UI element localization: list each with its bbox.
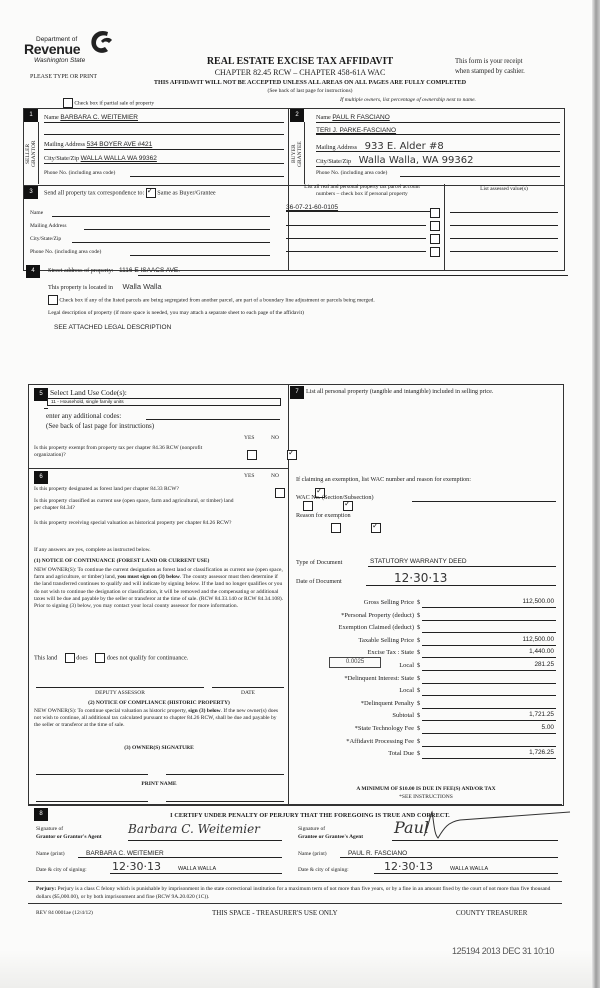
- seller-name2-line[interactable]: [44, 134, 284, 135]
- amount-underline: [422, 695, 556, 696]
- legal-description-value[interactable]: SEE ATTACHED LEGAL DESCRIPTION: [54, 324, 172, 331]
- parcel-number[interactable]: [286, 251, 426, 252]
- amount-label: Total Due: [388, 750, 414, 758]
- amount-value[interactable]: 1,440.00: [529, 648, 554, 656]
- currency-symbol: $: [417, 611, 421, 619]
- buyer-city-label: City/State/Zip: [316, 158, 352, 165]
- historic-question: Is this property receiving special valuation as historical property per chapter 84.26 RCW?: [34, 520, 232, 526]
- amount-value[interactable]: 1,721.25: [529, 711, 554, 719]
- wac-field[interactable]: [412, 501, 556, 502]
- exempt-no-checkbox[interactable]: [287, 450, 297, 460]
- amount-label: *Personal Property (deduct): [341, 611, 414, 619]
- form-id: REV 84 0001ae (12/4/12): [36, 910, 93, 916]
- minimum-note: A MINIMUM OF $10.00 IS DUE IN FEE(S) AND/OR TAX: [356, 786, 496, 792]
- amount-label: Subtotal: [392, 712, 414, 720]
- grantee-sig-label-1: Signature of: [298, 826, 326, 832]
- sections-5-7-divider: [288, 384, 289, 804]
- form-title: REAL ESTATE EXCISE TAX AFFIDAVIT: [206, 56, 394, 67]
- parcel-header: [282, 184, 442, 198]
- amount-label: Gross Selling Price: [363, 599, 414, 606]
- parcel-assessed-field[interactable]: [450, 212, 558, 213]
- wac-label: WAC No. (Section/Subsection): [296, 494, 374, 501]
- assessor-date-line[interactable]: [212, 687, 284, 688]
- print-name-line-2[interactable]: [166, 801, 284, 802]
- located-in-row: [48, 282, 162, 291]
- corr-city-label: City/State/Zip: [30, 236, 62, 242]
- grantee-name-underline: [340, 857, 558, 858]
- currency-symbol: $: [417, 737, 421, 745]
- seller-address-field[interactable]: [44, 141, 284, 148]
- notice2-body: [34, 708, 284, 730]
- additional-codes-label: enter any additional codes:: [46, 412, 122, 420]
- amount-label: *Delinquent Penalty: [360, 699, 414, 707]
- grantor-signature[interactable]: Barbara C. Weitemier: [128, 822, 260, 836]
- assessor-date-label: DATE: [240, 690, 256, 696]
- corr-phone-field[interactable]: [130, 255, 270, 256]
- assessed-header: List assessed value(s): [480, 186, 528, 192]
- street-address-value: 1116 E ISAACS AVE.: [119, 267, 181, 274]
- segregated-label: Check box if any of the listed parcels are being segregated from another parcel, are part of a boundary line adjustment or parcels being merged.: [59, 297, 375, 304]
- amount-label: Local: [399, 687, 414, 695]
- no-header-5: NO: [271, 435, 279, 441]
- grantee-label: GRANTEE: [297, 141, 303, 167]
- deputy-assessor-signature-line[interactable]: [36, 687, 204, 688]
- grantee-city-value[interactable]: WALLA WALLA: [450, 866, 489, 872]
- receipt-note-1: This form is your receipt: [455, 58, 523, 65]
- historic-yes-checkbox[interactable]: [331, 523, 341, 533]
- deputy-assessor-label: DEPUTY ASSESSOR: [95, 690, 145, 696]
- grantor-label: GRANTOR: [31, 140, 37, 168]
- notice1-body-bold: you must sign on (3) below: [117, 574, 180, 581]
- parcel-row: [284, 242, 560, 255]
- buyer-side-label: [290, 122, 305, 184]
- multiple-owners-note: If multiple owners, list percentage of ownership next to name.: [340, 97, 476, 103]
- grantee-date-underline: [374, 873, 558, 874]
- receipt-note-2: when stamped by cashier.: [455, 68, 525, 75]
- amount-label: *Delinquent Interest: State: [344, 674, 414, 682]
- grantor-date-label: Date & city of signing:: [36, 867, 87, 873]
- form-subtitle: CHAPTER 82.45 RCW – CHAPTER 458-61A WAC: [214, 68, 386, 77]
- this-land-label: This land: [34, 654, 58, 662]
- county-treasurer-label: COUNTY TREASURER: [456, 909, 528, 917]
- buyer-city-underline: [316, 166, 560, 167]
- exempt-question: Is this property exempt from property tax per chapter 84.36 RCW (nonprofit organization)?: [34, 445, 203, 458]
- doc-date-value[interactable]: 12·30·13: [394, 571, 448, 585]
- forest-land-question: Is this property designated as forest land per chapter 84.33 RCW?: [34, 486, 179, 492]
- notice2-title: (2) NOTICE OF COMPLIANCE (HISTORIC PROPERTY): [88, 700, 230, 706]
- forest-land-yes-checkbox[interactable]: [275, 488, 285, 498]
- treasurer-stamp: 125194 2013 DEC 31 10:10: [452, 946, 554, 956]
- grantee-signature[interactable]: Paul: [394, 818, 430, 837]
- seller-name-field[interactable]: [44, 114, 284, 121]
- amount-underline: [422, 708, 556, 709]
- see-instructions-note: *SEE INSTRUCTIONS: [399, 794, 453, 800]
- owner-signature-line-2[interactable]: [166, 774, 284, 775]
- print-name-line-1[interactable]: [36, 801, 148, 802]
- owner-signature-line-1[interactable]: [36, 774, 148, 775]
- does-qualify-checkbox[interactable]: [65, 653, 75, 663]
- street-address-label: Street address of property:: [48, 267, 114, 274]
- doc-type-label: Type of Document: [296, 559, 343, 566]
- grantor-city-value[interactable]: WALLA WALLA: [178, 866, 217, 872]
- grantee-signature-line: [392, 840, 558, 841]
- currency-symbol: $: [417, 699, 421, 707]
- owner-signature-label: (3) OWNER(S) SIGNATURE: [124, 745, 194, 751]
- section-2-number: 2: [290, 109, 304, 122]
- currency-symbol: $: [417, 750, 421, 758]
- parcel-number[interactable]: 36-07-21-60-0105: [286, 204, 434, 212]
- currency-symbol: $: [417, 687, 421, 695]
- amount-underline: [422, 758, 556, 759]
- seller-city-label: City/State/Zip: [44, 155, 80, 162]
- accept-warning: THIS AFFIDAVIT WILL NOT BE ACCEPTED UNLESS ALL AREAS ON ALL PAGES ARE FULLY COMPLETED: [153, 79, 467, 86]
- notice2-body-b: . If the new owner(s) does not wish to continue, all additional tax calculated pursuant to chapter 84.26 RCW, shall be due and payable by the seller or transferor at the time of sale.: [34, 708, 279, 729]
- corr-address-label: Mailing Address: [30, 223, 67, 229]
- perjury-bottom-rule: [28, 903, 562, 904]
- dor-logo: [24, 28, 120, 68]
- grantor-sig-label-2: Grantor or Grantor's Agent: [36, 834, 102, 840]
- currency-symbol: $: [417, 636, 421, 644]
- section-8-top-rule: [28, 804, 562, 805]
- amount-underline: [422, 720, 556, 721]
- parcel-number[interactable]: [286, 238, 426, 239]
- no-header-6: NO: [271, 473, 279, 479]
- yes-header-5: YES: [244, 435, 255, 441]
- section-4-number: 4: [26, 265, 40, 278]
- print-name-label: PRINT NAME: [141, 781, 177, 787]
- seller-city-value: WALLA WALLA WA 99362: [80, 155, 157, 162]
- buyer-name-value: PAUL R FASCIANO: [332, 114, 390, 121]
- notice1-body: [34, 567, 284, 610]
- seller-side-label: [24, 122, 39, 184]
- correspondence-label: Send all property tax correspondence to:: [44, 189, 145, 197]
- parcel-row: [284, 229, 560, 242]
- parcel-header-1: List all real and personal property tax parcel account: [304, 184, 420, 190]
- amount-underline: [422, 607, 556, 608]
- amount-underline: [422, 632, 556, 633]
- notice1-body-b: . The county assessor must then determine if the land transferred continues to qualify and will indicate by signing below. If the land no longer qualifies or you do not wish to continue the designation or classification, it will be removed and the compensating or additional taxes will be due and payable by the seller or transferor at the time of sale. (RCW 84.33.140 or RCW 84.34.108). Prior to signing (3) below, you may contact your local county assessor for more information.: [34, 574, 284, 610]
- same-as-buyer-checkbox[interactable]: [146, 188, 156, 198]
- does-not-label: does not qualify for continuance.: [106, 654, 189, 662]
- section-7-number: 7: [290, 386, 304, 399]
- parcel-personal-checkbox[interactable]: [430, 247, 440, 257]
- land-use-select[interactable]: 11 - Household, single family units: [47, 398, 281, 406]
- correspondence-label-row: [44, 188, 216, 198]
- buyer-phone-label: Phone No. (including area code): [316, 170, 388, 176]
- section-3-number: 3: [24, 186, 38, 199]
- historic-no-checkbox[interactable]: [371, 523, 381, 533]
- grantee-name-print-label: Name (print): [298, 851, 327, 857]
- seller-city-field[interactable]: [44, 155, 284, 162]
- seller-city-underline: [44, 163, 284, 164]
- buyer-address-value: 933 E. Alder #8: [364, 141, 444, 152]
- doc-date-label: Date of Document: [296, 578, 342, 585]
- buyer-city-value: Walla Walla, WA 99362: [358, 155, 474, 166]
- section-6-divider: [28, 468, 288, 469]
- buyer-city-field[interactable]: [316, 155, 556, 166]
- seller-address-label: Mailing Address: [44, 141, 86, 148]
- seller-address-value: 534 BOYER AVE #421: [86, 141, 153, 148]
- grantor-name-print-value[interactable]: BARBARA C. WEITEMIER: [86, 850, 164, 857]
- partial-sale-label: Check box if partial sale of property: [74, 100, 155, 107]
- exemption-label: If claiming an exemption, list WAC number and reason for exemption:: [296, 476, 471, 483]
- perjury-notice: [36, 886, 566, 901]
- dor-swirl-icon: [88, 28, 114, 56]
- parcel-header-2: numbers – check box if personal property: [316, 191, 408, 197]
- corr-phone-label: Phone No. (including area code): [30, 249, 102, 255]
- seller-name-value: BARBARA C. WEITEMIER: [60, 114, 138, 121]
- buyer-label: BUYER: [291, 144, 297, 164]
- buyer-address-label: Mailing Address: [316, 144, 358, 151]
- seller-name-label: Name: [44, 114, 59, 121]
- amount-label: *State Technology Fee: [354, 725, 414, 732]
- parcel-assessed-field[interactable]: [450, 251, 558, 252]
- exempt-yes-checkbox[interactable]: [247, 450, 257, 460]
- logo-line-3: Washington State: [34, 57, 86, 64]
- buyer-name-underline: [316, 122, 560, 123]
- grantor-date-underline: [110, 873, 282, 874]
- seller-phone-field[interactable]: [130, 176, 284, 177]
- continuance-row: [34, 653, 188, 663]
- notice1-body-a: NEW OWNER(S): To continue the current designation as forest land or classification as current use (open space, farm and agriculture, or timber) land,: [34, 567, 283, 581]
- local-rate-field[interactable]: 0.0025: [329, 657, 381, 668]
- does-label: does: [76, 654, 88, 662]
- doc-type-underline: [368, 566, 556, 567]
- amount-underline: [422, 645, 556, 646]
- section-1-number: 1: [24, 109, 38, 122]
- segregated-option[interactable]: [48, 295, 375, 305]
- corr-city-field[interactable]: [72, 242, 270, 243]
- corr-name-label: Name: [30, 210, 44, 216]
- grantor-name-print-label: Name (print): [36, 851, 65, 857]
- amount-label: Taxable Selling Price: [358, 636, 414, 644]
- legal-description-label: Legal description of property (if more space is needed, you may attach a separate sheet to each page of the affidavit): [48, 310, 304, 316]
- parcel-number[interactable]: [286, 225, 426, 226]
- current-use-question: Is this property classified as current use (open space, farm and agricultural, or timber) land per chapter 84.34?: [34, 498, 234, 511]
- please-type-note: PLEASE TYPE OR PRINT: [30, 74, 98, 80]
- amount-underline: [422, 683, 556, 684]
- grantee-signature-stroke-icon: [420, 808, 580, 844]
- parcel-list: [284, 203, 560, 255]
- buyer-name-label: Name: [316, 114, 331, 121]
- amount-underline: [422, 733, 556, 734]
- segregated-checkbox[interactable]: [48, 295, 58, 305]
- parcel-row: [284, 216, 560, 229]
- amount-label: Local: [399, 662, 414, 669]
- street-address-field[interactable]: [48, 267, 180, 274]
- corr-address-field[interactable]: [84, 229, 270, 230]
- grantee-date-label: Date & city of signing:: [298, 867, 349, 873]
- partial-sale-option[interactable]: [63, 98, 154, 108]
- perjury-top-rule: [28, 881, 562, 882]
- section-8-number: 8: [34, 808, 48, 821]
- amount-value[interactable]: 112,500.00: [522, 598, 554, 605]
- amount-value[interactable]: 5.00: [541, 724, 554, 731]
- currency-symbol: $: [417, 662, 421, 669]
- logo-line-2: Revenue: [24, 41, 81, 57]
- see-back-note: (See back of last page for instructions): [267, 88, 353, 94]
- currency-symbol: $: [417, 649, 421, 657]
- personal-property-label[interactable]: List all personal property (tangible and intangible) included in selling price.: [306, 388, 494, 395]
- doc-type-value[interactable]: STATUTORY WARRANTY DEED: [370, 558, 467, 565]
- partial-sale-checkbox[interactable]: [63, 98, 73, 108]
- grantee-sig-label-2: Grantee or Grantee's Agent: [298, 834, 364, 840]
- additional-codes-field[interactable]: [146, 419, 280, 420]
- current-use-yes-checkbox[interactable]: [303, 501, 313, 511]
- buyer-phone-field[interactable]: [400, 176, 560, 177]
- buyer-name2-value[interactable]: TERI J. PARKE-FASCIANO: [316, 127, 397, 134]
- currency-symbol: $: [417, 725, 421, 732]
- buyer-name2-underline: [316, 134, 560, 135]
- amount-underline: [422, 620, 556, 621]
- amount-underline: [422, 670, 556, 671]
- corr-name-field[interactable]: [52, 216, 270, 217]
- reason-label: Reason for exemption: [296, 512, 351, 519]
- scan-edge-shadow: [592, 0, 600, 988]
- parcel-assessed-field[interactable]: [450, 238, 558, 239]
- amount-label: *Affidavit Processing Fee: [346, 737, 414, 745]
- currency-symbol: $: [417, 674, 421, 682]
- doc-date-underline: [366, 585, 556, 586]
- same-as-buyer-label: Same as Buyer/Grantee: [157, 189, 216, 197]
- section-5-number: 5: [34, 388, 48, 401]
- perjury-bold: Perjury:: [36, 886, 57, 892]
- buyer-address-underline: [316, 151, 560, 152]
- logo-line-1: Department of: [36, 36, 78, 43]
- buyer-name-field[interactable]: [316, 114, 556, 121]
- seller-name-underline: [44, 122, 284, 123]
- notice1-title: (1) NOTICE OF CONTINUANCE (FOREST LAND OR CURRENT USE): [34, 558, 210, 564]
- current-use-no-checkbox[interactable]: [343, 501, 353, 511]
- notice2-body-a: NEW OWNER(S): To continue special valuation as historic property,: [34, 708, 189, 714]
- seller-phone-label: Phone No. (including area code): [44, 170, 116, 176]
- land-use-label: Select Land Use Code(s):: [50, 388, 127, 397]
- grantee-date-value[interactable]: 12·30·13: [384, 860, 433, 873]
- amount-label: Excise Tax : State: [367, 649, 414, 657]
- amount-underline: [422, 657, 556, 658]
- seller-address-underline: [44, 149, 284, 150]
- located-in-value[interactable]: Walla Walla: [122, 282, 162, 291]
- currency-symbol: $: [417, 599, 421, 606]
- seller-label: SELLER: [25, 143, 31, 165]
- land-use-see-back: (See back of last page for instructions): [46, 422, 155, 430]
- does-not-qualify-checkbox[interactable]: [95, 653, 105, 663]
- section-6-number: 6: [34, 471, 48, 484]
- yes-header-6: YES: [244, 473, 255, 479]
- currency-symbol: $: [417, 712, 421, 720]
- amount-value[interactable]: 1,726.25: [529, 749, 554, 757]
- amount-value[interactable]: 281.25: [534, 661, 554, 668]
- grantor-signature-line: [128, 840, 282, 841]
- perjury-text: Perjury is a class C felony which is punishable by imprisonment in the state correctional institution for a maximum term of not more than five years, or by a fine in an amount fixed by the court of not more than five thousand dollars ($5,000.00), or by both imprisonment and fine (RCW 9A.20.020 (1C)).: [36, 886, 551, 900]
- certify-statement: I CERTIFY UNDER PENALTY OF PERJURY THAT THE FOREGOING IS TRUE AND CORRECT.: [170, 812, 450, 819]
- located-in-label: This property is located in: [48, 284, 113, 291]
- currency-symbol: $: [417, 624, 421, 632]
- grantor-sig-label-1: Signature of: [36, 826, 64, 832]
- parcel-assessed-field[interactable]: [450, 225, 558, 226]
- grantor-name-underline: [78, 857, 282, 858]
- parcel-row: [284, 203, 560, 216]
- amount-label: Exemption Claimed (deduct): [338, 624, 414, 632]
- grantee-name-print-value[interactable]: PAUL R. FASCIANO: [348, 850, 408, 857]
- land-use-tick: [44, 408, 48, 409]
- amount-value[interactable]: 112,500.00: [522, 635, 554, 643]
- treasurer-space-label: THIS SPACE - TREASURER'S USE ONLY: [212, 909, 338, 917]
- amount-underline: [422, 746, 556, 747]
- street-address-underline: [138, 275, 568, 276]
- grantor-date-value[interactable]: 12·30·13: [112, 860, 161, 873]
- if-yes-note: If any answers are yes, complete as instructed below.: [34, 547, 151, 553]
- notice2-body-bold: sign (3) below: [188, 708, 221, 714]
